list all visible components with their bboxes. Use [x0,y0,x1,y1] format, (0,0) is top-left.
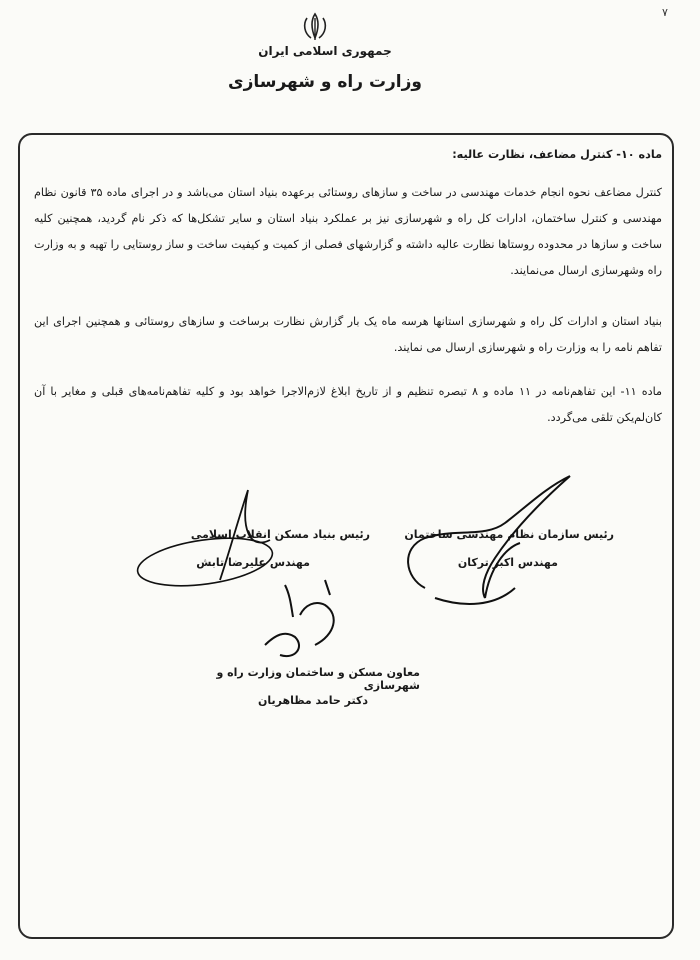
article10-paragraph2: بنیاد استان و ادارات کل راه و شهرسازی استانها هرسه ماه یک بار گزارش نظارت برساخت و سازهای روستائی و همچنین اجرای این تفاهم نامه را به وزارت راه و شهرسازی ارسال می نمایند. [34,315,662,354]
article10-heading: ماده ۱۰- کنترل مضاعف، نظارت عالیه: [452,148,662,161]
housing-foundation-signer-name: مهندس علیرضا تابش [196,556,310,569]
deputy-minister-signer-title: معاون مسکن و ساختمان وزارت راه و شهرسازی [216,666,420,692]
housing-foundation-signer-title: رئیس بنیاد مسکن انقلاب اسلامی [190,528,370,541]
ministry-title: وزارت راه و شهرسازی [227,72,422,92]
engineering-org-signer-title: رئیس سازمان نظام مهندسی ساختمان [404,528,614,541]
republic-title: جمهوری اسلامی ایران [258,44,392,58]
page-corner-number: ۷ [662,6,668,19]
article11-text: ماده ۱۱- این تفاهم‌نامه در ۱۱ ماده و ۸ تبصره تنظیم و از تاریخ ابلاغ لازم‌الاجرا خواهد بود و کلیه تفاهم‌نامه‌های قبلی و مغایر با آن کان‌لم‌یکن تلقی می‌گردد. [34,385,662,424]
deputy-minister-signer-name: دکتر حامد مظاهریان [257,694,368,707]
iran-emblem-icon [302,12,328,42]
article10-body: کنترل مضاعف نحوه انجام خدمات مهندسی در ساخت و سازهای روستائی برعهده بنیاد استان می‌باشد و در اجرای ماده ۳۵ قانون نظام مهندسی و کنترل ساختمان، ادارات کل راه و شهرسازی نیز بر عملکرد بنیاد استان و سایر تشکل‌ها که ذکر نام گردید، همچنین کلیه ساخت و سازها در محدوده روستاها نظارت عالیه داشته و گزارشهای فصلی از کمیت و کیفیت ساخت و ساز روستایی را تهیه و به وزارت راه وشهرسازی ارسال می‌نمایند. [34,186,662,277]
engineering-org-signer-name: مهندس اکبر ترکان [457,556,558,569]
